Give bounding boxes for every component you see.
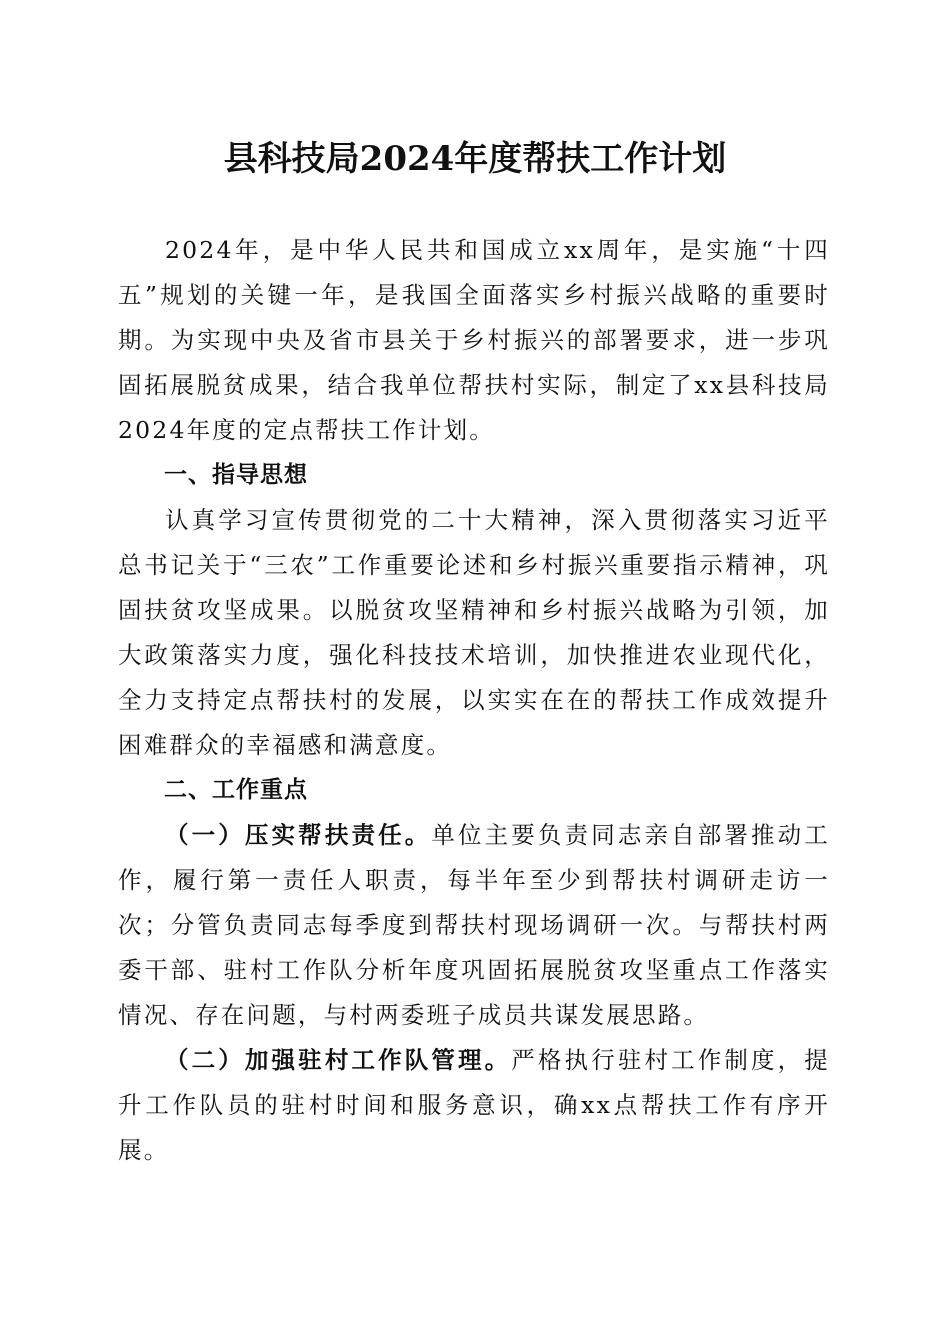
intro-paragraph: 2024年，是中华人民共和国成立xx周年，是实施“十四五”规划的关键一年，是我国全面落实乡村振兴战略的重要时期。为实现中央及省市县关于乡村振兴的部署要求，进一步巩固拓展脱贫成果，结合我单位帮扶村实际，制定了xx县科技局2024年度的定点帮扶工作计划。: [118, 236, 830, 444]
section-heading-work-focus: 二、工作重点: [164, 777, 308, 803]
work-item-1-lead: （一）压实帮扶责任。: [165, 821, 432, 849]
work-item-2-text: 严格执行驻村工作制度，提升工作队员的驻村时间和服务意识，确xx点帮扶工作有序开展。: [118, 1046, 830, 1164]
work-item-2-lead: （二）加强驻村工作队管理。: [165, 1046, 512, 1074]
section-heading-guiding-thought: 一、指导思想: [164, 462, 308, 488]
work-item-1: [118, 813, 830, 1038]
work-item-1-text: 单位主要负责同志亲自部署推动工作，履行第一责任人职责，每半年至少到帮扶村调研走访一次；分管负责同志每季度到帮扶村现场调研一次。与帮扶村两委干部、驻村工作队分析年度巩固拓展脱贫攻坚重点工作落实情况、存在问题，与村两委班子成员共谋发展思路。: [118, 821, 830, 1029]
work-item-2: [118, 1038, 830, 1173]
document-body: [118, 228, 830, 1173]
document-title: 县科技局2024年度帮扶工作计划: [223, 139, 727, 179]
section-paragraph-guiding-thought: 认真学习宣传贯彻党的二十大精神，深入贯彻落实习近平总书记关于“三农”工作重要论述和乡村振兴重要指示精神，巩固扶贫攻坚成果。以脱贫攻坚精神和乡村振兴战略为引领，加大政策落实力度，强化科技技术培训，加快推进农业现代化，全力支持定点帮扶村的发展，以实实在在的帮扶工作成效提升困难群众的幸福感和满意度。: [118, 506, 830, 759]
